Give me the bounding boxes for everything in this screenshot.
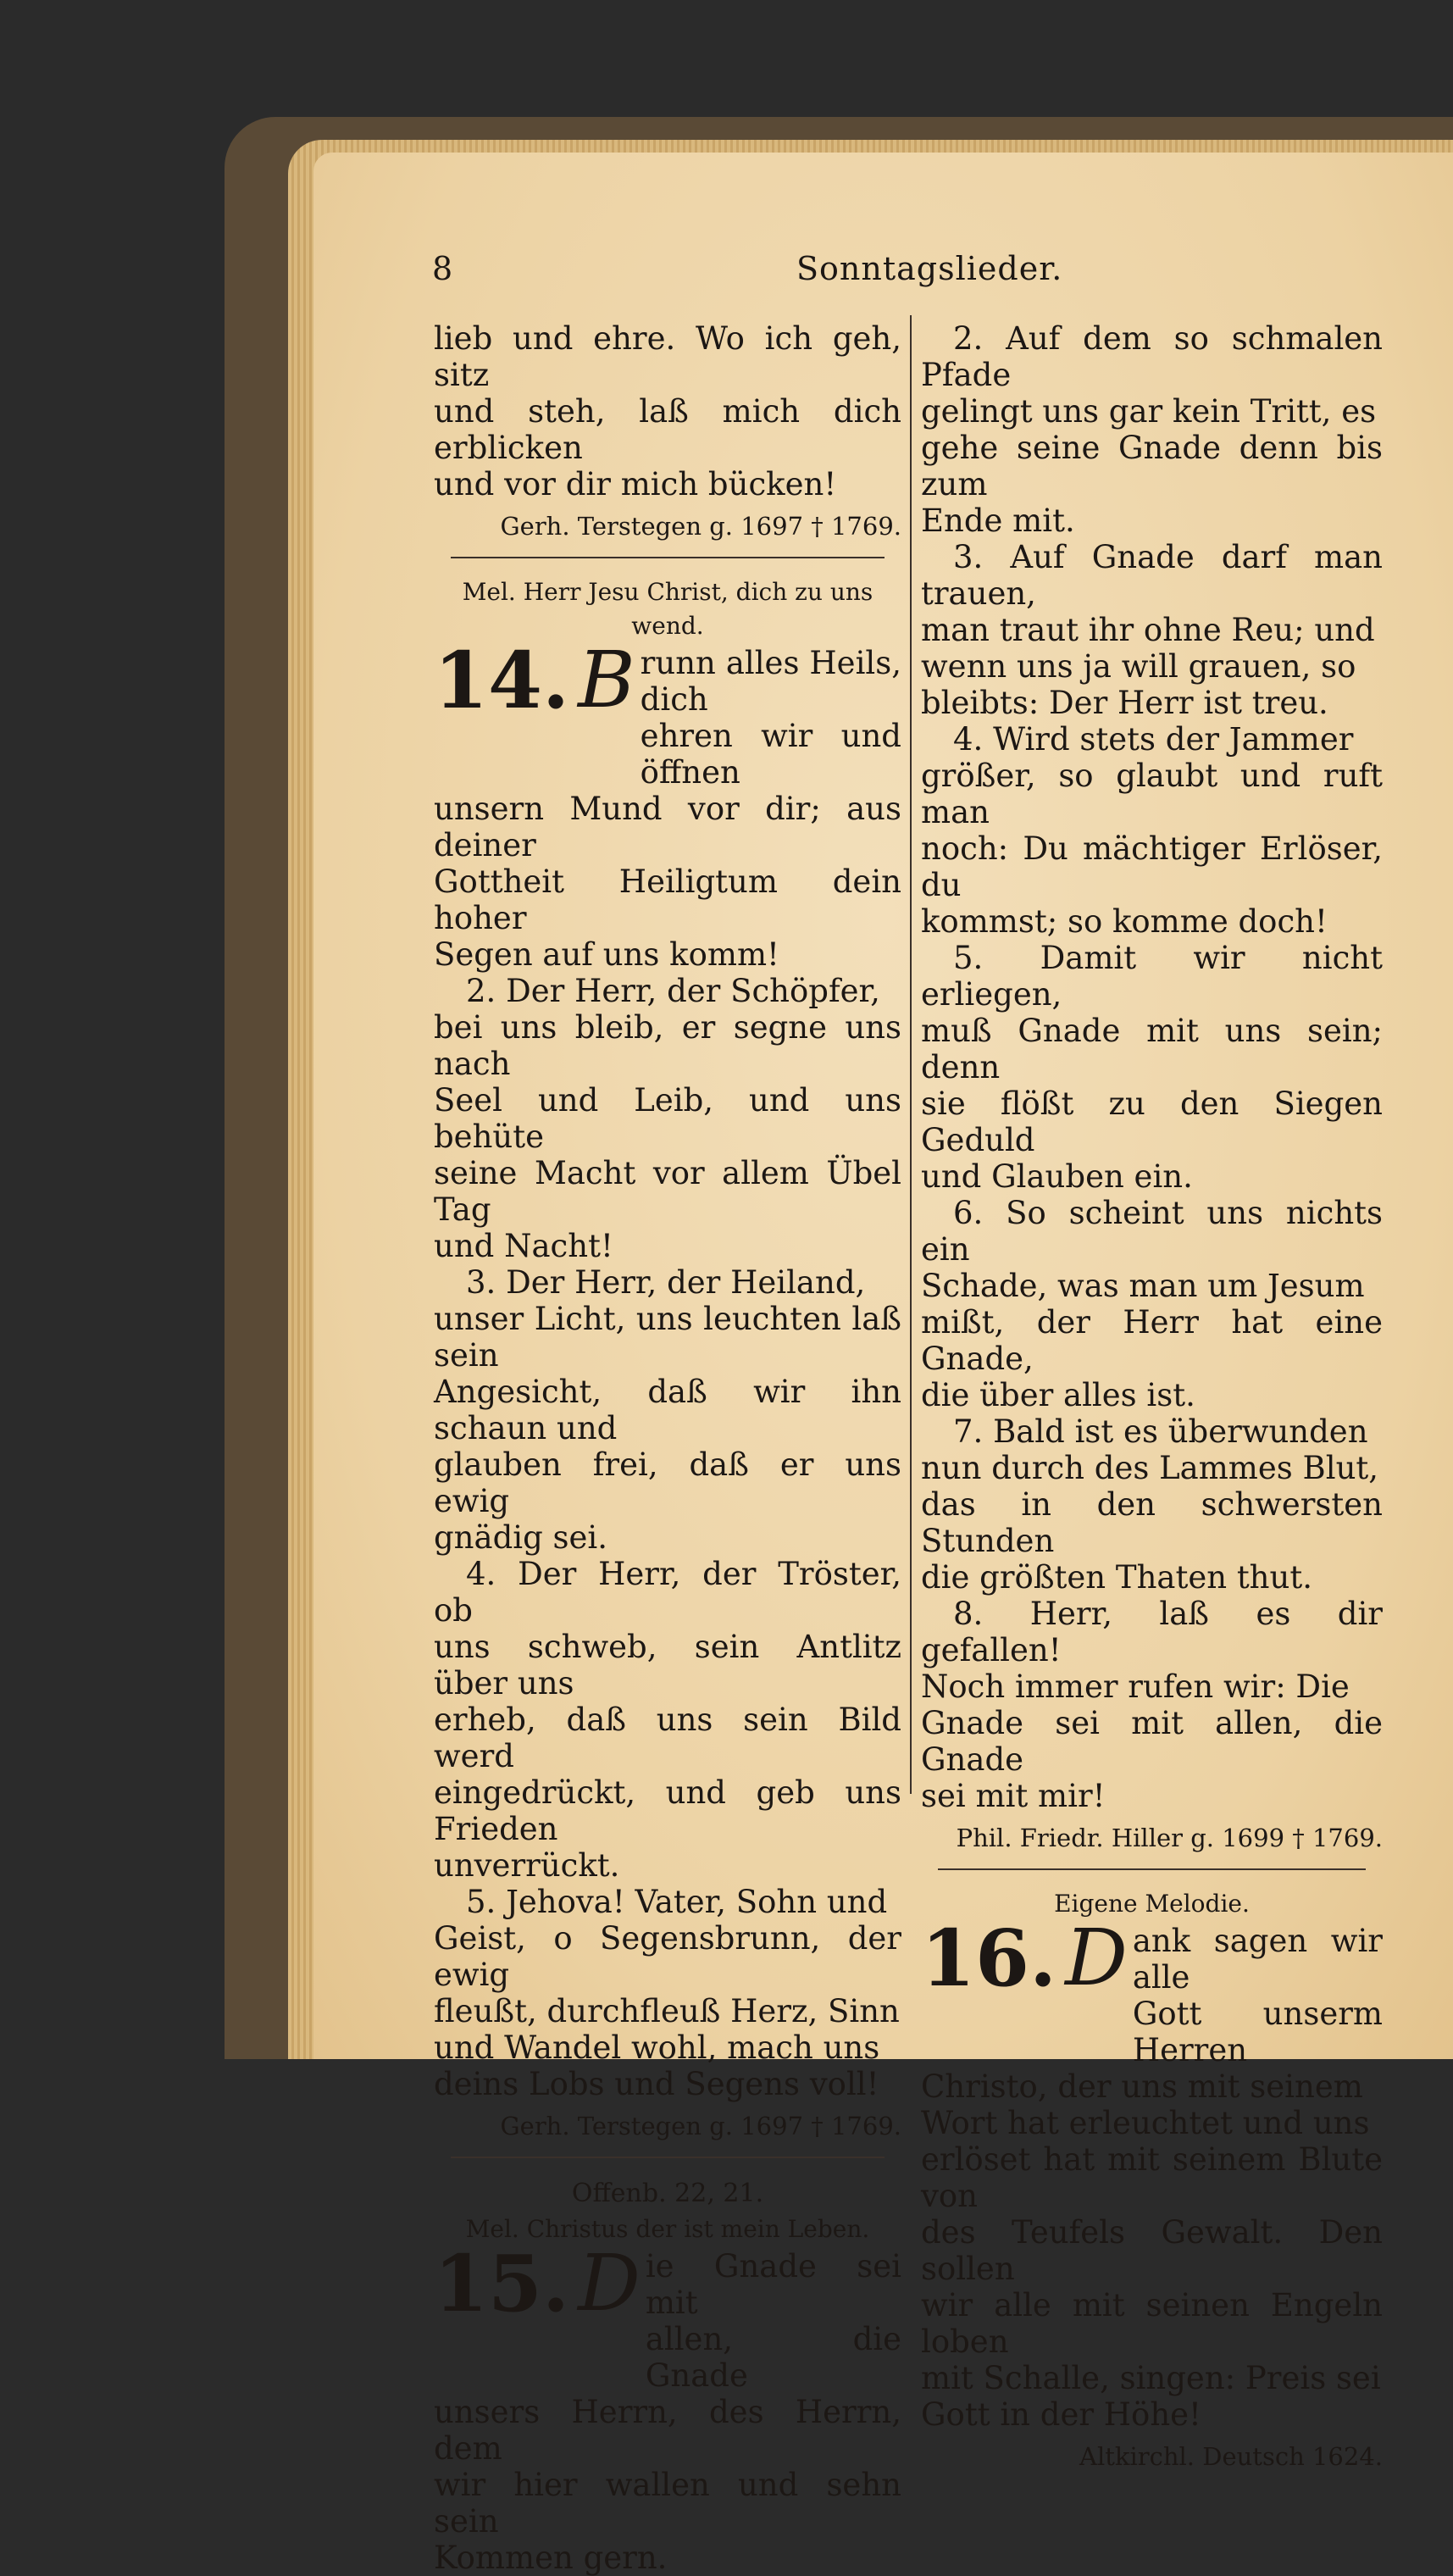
text-line: mit Schalle, singen: Preis sei [921, 2360, 1381, 2396]
verse-line: seine Macht vor allem Übel Tag [434, 1155, 901, 1228]
verse-line: Geist, o Segensbrunn, der ewig [434, 1920, 901, 1993]
verse-line: 8. Herr, laß es dir gefallen! [921, 1596, 1383, 1668]
verse-line: noch: Du mächtiger Erlöser, du [921, 830, 1383, 903]
text-line: Gott in der Höhe! [921, 2396, 1201, 2433]
melody-line: Mel. Christus der ist mein Leben. [465, 2215, 870, 2243]
verse-line: gelingt uns gar kein Tritt, es [921, 393, 1377, 430]
text-line: Gott unserm Herren [1132, 1996, 1383, 2068]
verse-line: uns schweb, sein Antlitz über uns [434, 1629, 901, 1702]
text-line: ank sagen wir alle [1132, 1923, 1383, 1996]
page-header [432, 250, 1381, 292]
hymn-14 [434, 575, 901, 2143]
verse-line: Angesicht, daß wir ihn schaun und [434, 1374, 901, 1446]
text-line: Segen auf uns komm! [434, 936, 779, 973]
continued-line: lieb und ehre. Wo ich geh, sitz [434, 320, 901, 393]
author-attribution: Phil. Friedr. Hiller g. 1699 † 1769. [956, 1824, 1383, 1852]
section-rule [451, 2157, 885, 2158]
hymn-head [434, 635, 901, 791]
verse-line: bleibts: Der Herr ist treu. [921, 685, 1328, 721]
verse-line: erheb, daß uns sein Bild werd [434, 1702, 901, 1774]
verse-line: und Nacht! [434, 1228, 613, 1264]
verse-line: die größten Thaten thut. [921, 1559, 1312, 1596]
verse-line: Gnade sei mit allen, die Gnade [921, 1705, 1383, 1778]
text-line: Christo, der uns mit seinem [921, 2068, 1363, 2105]
verse-line: Ende mit. [921, 502, 1075, 539]
verse-line: Noch immer rufen wir: Die [921, 1668, 1350, 1705]
verse-line: 5. Jehova! Vater, Sohn und [466, 1884, 888, 1920]
hymn-number: 16. [921, 1913, 1057, 2004]
verse-line: sei mit mir! [921, 1778, 1106, 1814]
drop-cap: B [578, 635, 635, 725]
text-line: unsern Mund vor dir; aus deiner [434, 791, 901, 863]
text-line: erlöset hat mit seinem Blute von [921, 2141, 1383, 2214]
author-attribution: Gerh. Terstegen g. 1697 † 1769. [500, 2112, 901, 2140]
scripture-reference: Offenb. 22, 21. [571, 2179, 764, 2208]
verse-line: nun durch des Lammes Blut, [921, 1450, 1379, 1486]
continued-line: und steh, laß mich dich erblicken [434, 393, 901, 466]
text-line: des Teufels Gewalt. Den sollen [921, 2214, 1383, 2287]
right-column [921, 320, 1383, 2473]
text-line: unsers Herrn, des Herrn, dem [434, 2394, 901, 2467]
text-line: Gottheit Heiligtum dein hoher [434, 863, 901, 936]
column-divider [910, 315, 912, 1794]
verse-line: 7. Bald ist es überwunden [953, 1413, 1368, 1450]
text-line: wir hier wallen und sehn sein [434, 2467, 901, 2540]
verse-line: die über alles ist. [921, 1377, 1195, 1413]
hymn-head [921, 1913, 1383, 2068]
verse-line: unser Licht, uns leuchten laß sein [434, 1301, 901, 1374]
hymn-number: 15. [434, 2238, 570, 2329]
hymn-head [434, 2238, 901, 2394]
hymn-number: 14. [434, 635, 570, 726]
text-line: runn alles Heils, dich [640, 645, 901, 718]
verse-line: größer, so glaubt und ruft man [921, 758, 1383, 830]
text-line: ehren wir und öffnen [640, 718, 901, 791]
text-line: Wort hat erleuchtet und uns [921, 2105, 1370, 2141]
verse-line: wenn uns ja will grauen, so [921, 648, 1356, 685]
author-attribution: Gerh. Terstegen g. 1697 † 1769. [500, 512, 901, 541]
verse-line: 4. Der Herr, der Tröster, ob [434, 1556, 901, 1629]
hymn-15 [434, 2175, 901, 2576]
verse-line: deins Lobs und Segens voll! [434, 2066, 879, 2102]
verse-line: gehe seine Gnade denn bis zum [921, 430, 1383, 502]
verse-line: muß Gnade mit uns sein; denn [921, 1013, 1383, 1085]
continued-line: und vor dir mich bücken! [434, 466, 837, 502]
verse-line: 6. So scheint uns nichts ein [921, 1195, 1383, 1268]
hymn-head-lines [641, 643, 901, 791]
hymn-head-lines [646, 2246, 901, 2394]
verse-line: 3. Der Herr, der Heiland, [466, 1264, 866, 1301]
verse-line: bei uns bleib, er segne uns nach [434, 1009, 901, 1082]
author-attribution: Altkirchl. Deutsch 1624. [1079, 2442, 1383, 2471]
verse-line: glauben frei, daß er uns ewig [434, 1446, 901, 1519]
drop-cap: D [578, 2238, 641, 2329]
melody-line: Mel. Herr Jesu Christ, dich zu uns wend. [462, 578, 873, 640]
verse-line: eingedrückt, und geb uns Frieden [434, 1774, 901, 1847]
running-title: Sonntagslieder. [796, 250, 1063, 287]
verse-line: 3. Auf Gnade darf man trauen, [921, 539, 1383, 612]
verse-line: mißt, der Herr hat eine Gnade, [921, 1304, 1383, 1377]
section-rule [451, 557, 885, 558]
verse-line: und Glauben ein. [921, 1158, 1193, 1195]
text-line: allen, die Gnade [645, 2321, 901, 2394]
verse-line: 2. Der Herr, der Schöpfer, [466, 973, 880, 1009]
verse-line: 2. Auf dem so schmalen Pfade [921, 320, 1383, 393]
section-rule [938, 1868, 1366, 1870]
hymn-head-lines [1133, 1921, 1383, 2068]
left-column [434, 320, 901, 2576]
verse-line: 5. Damit wir nicht erliegen, [921, 940, 1383, 1013]
verse-line: man traut ihr ohne Reu; und [921, 612, 1375, 648]
verse-line: unverrückt. [434, 1847, 620, 1884]
text-line: wir alle mit seinen Engeln loben [921, 2287, 1383, 2360]
drop-cap: D [1065, 1913, 1128, 2003]
melody-line: Eigene Melodie. [1054, 1890, 1250, 1918]
verse-line: gnädig sei. [434, 1519, 608, 1556]
text-line: ie Gnade sei mit [645, 2248, 901, 2321]
verse-line: sie flößt zu den Siegen Geduld [921, 1085, 1383, 1158]
verse-line: Schade, was man um Jesum [921, 1268, 1365, 1304]
verse-line: Seel und Leib, und uns behüte [434, 1082, 901, 1155]
text-line: Kommen gern. [434, 2540, 668, 2576]
verse-line: das in den schwersten Stunden [921, 1486, 1383, 1559]
verse-line: fleußt, durchfleuß Herz, Sinn [434, 1993, 900, 2029]
page-number: 8 [432, 250, 453, 287]
verse-line: kommst; so komme doch! [921, 903, 1328, 940]
hymn-16 [921, 1887, 1383, 2473]
verse-line: und Wandel wohl, mach uns [434, 2029, 880, 2066]
verse-line: 4. Wird stets der Jammer [953, 721, 1354, 758]
